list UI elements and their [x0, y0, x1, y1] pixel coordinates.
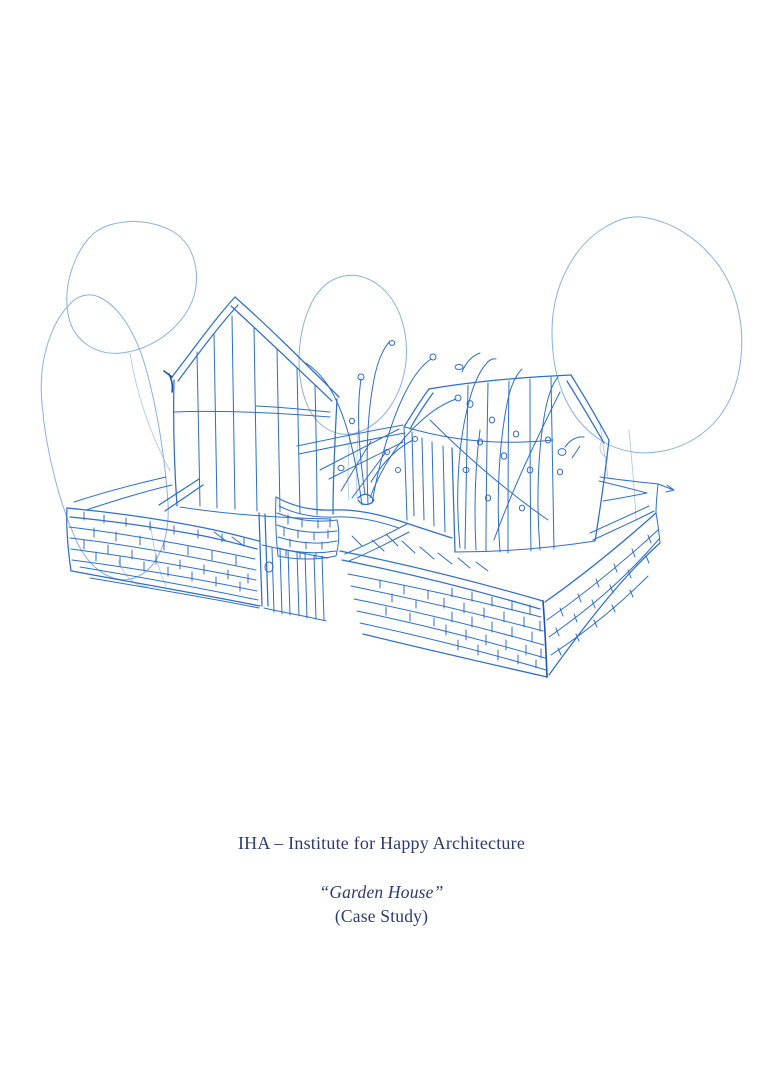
- garden-gate: [262, 545, 328, 621]
- case-study-note: (Case Study): [334, 906, 429, 926]
- tree-top-right: [552, 217, 742, 520]
- climbing-vines: [430, 353, 563, 552]
- tree-upper-left: [67, 222, 197, 471]
- garden-plants: [297, 341, 584, 505]
- institute-title: IHA – Institute for Happy Architecture: [237, 833, 526, 853]
- right-house: [404, 375, 609, 553]
- project-title: “Garden House”: [319, 882, 444, 902]
- caption-block: [0, 833, 763, 926]
- curved-brick-wall: [276, 497, 452, 559]
- tree-lower-left: [41, 295, 168, 587]
- left-house: [159, 297, 339, 519]
